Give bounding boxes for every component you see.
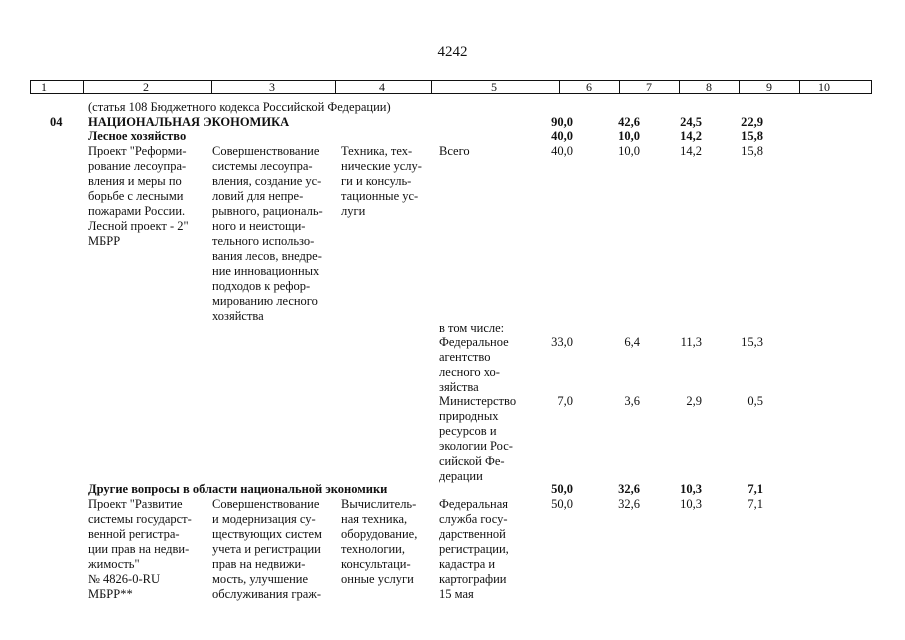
- value-cell: 32,6: [618, 497, 640, 511]
- header-col-3: 3: [269, 80, 275, 94]
- text-line: 15 мая: [439, 587, 474, 601]
- header-separator: [739, 81, 740, 93]
- header-separator: [431, 81, 432, 93]
- value-cell: 15,8: [741, 129, 763, 143]
- value-cell: 10,3: [680, 497, 702, 511]
- value-cell: 7,1: [747, 497, 763, 511]
- text-line: обслуживания граж-: [212, 587, 322, 601]
- header-col-10: 10: [818, 80, 830, 94]
- value-cell: 32,6: [618, 482, 640, 496]
- header-col-5: 5: [491, 80, 497, 94]
- text-line: системы лесоупра-: [212, 159, 313, 173]
- text-line: венной регистра-: [88, 527, 180, 541]
- value-cell: 10,0: [618, 129, 640, 143]
- text-line: и модернизация су-: [212, 512, 316, 526]
- text-line: природных: [439, 409, 499, 423]
- text-line: рывного, рациональ-: [212, 204, 323, 218]
- text-line: ществующих систем: [212, 527, 322, 541]
- value-cell: 33,0: [551, 335, 573, 349]
- text-line: МБРР**: [88, 587, 133, 601]
- section-code: 04: [50, 115, 63, 129]
- text-line: пожарами России.: [88, 204, 186, 218]
- header-separator: [211, 81, 212, 93]
- forest-total-label: Всего: [439, 144, 470, 158]
- value-cell: 6,4: [624, 335, 640, 349]
- text-line: кадастра и: [439, 557, 496, 571]
- text-line: № 4826-0-RU: [88, 572, 160, 586]
- text-line: зяйства: [439, 380, 479, 394]
- text-line: экологии Рос-: [439, 439, 513, 453]
- text-line: картографии: [439, 572, 507, 586]
- section-title: НАЦИОНАЛЬНАЯ ЭКОНОМИКА: [88, 115, 290, 129]
- forest-title: Лесное хозяйство: [88, 129, 187, 143]
- header-col-4: 4: [379, 80, 385, 94]
- value-cell: 24,5: [680, 115, 702, 129]
- including-label: в том числе:: [439, 321, 505, 335]
- text-line: сийской Фе-: [439, 454, 505, 468]
- header-col-6: 6: [586, 80, 592, 94]
- header-separator: [679, 81, 680, 93]
- text-line: дерации: [439, 469, 483, 483]
- text-line: Лесной проект - 2": [88, 219, 189, 233]
- text-line: Федеральное: [439, 335, 509, 349]
- value-cell: 14,2: [680, 129, 702, 143]
- text-line: луги: [341, 204, 366, 218]
- text-line: вания лесов, внедре-: [212, 249, 322, 263]
- text-line: ресурсов и: [439, 424, 497, 438]
- value-cell: 40,0: [551, 129, 573, 143]
- text-line: рование лесоупра-: [88, 159, 187, 173]
- text-line: оборудование,: [341, 527, 418, 541]
- text-line: МБРР: [88, 234, 121, 248]
- text-line: вления, создание ус-: [212, 174, 322, 188]
- value-cell: 22,9: [741, 115, 763, 129]
- text-line: системы государст-: [88, 512, 192, 526]
- value-cell: 42,6: [618, 115, 640, 129]
- text-line: Министерство: [439, 394, 517, 408]
- header-separator: [799, 81, 800, 93]
- text-line: хозяйства: [212, 309, 264, 323]
- header-separator: [619, 81, 620, 93]
- value-cell: 11,3: [680, 335, 702, 349]
- text-line: мированию лесного: [212, 294, 318, 308]
- text-line: нические услу-: [341, 159, 422, 173]
- text-line: ции прав на недви-: [88, 542, 190, 556]
- text-line: борьбе с лесными: [88, 189, 184, 203]
- text-line: мость, улучшение: [212, 572, 309, 586]
- other-title: Другие вопросы в области национальной экономики: [88, 482, 388, 496]
- text-line: Федеральная: [439, 497, 509, 511]
- text-line: жимость": [88, 557, 140, 571]
- text-line: Проект "Реформи-: [88, 144, 187, 158]
- text-line: подходов к рефор-: [212, 279, 311, 293]
- page-number: 4242: [437, 44, 468, 60]
- header-separator: [335, 81, 336, 93]
- text-line: регистрации,: [439, 542, 509, 556]
- text-line: Вычислитель-: [341, 497, 417, 511]
- value-cell: 90,0: [551, 115, 573, 129]
- text-line: Совершенствование: [212, 497, 320, 511]
- header-col-9: 9: [766, 80, 772, 94]
- value-cell: 14,2: [680, 144, 702, 158]
- value-cell: 10,3: [680, 482, 702, 496]
- column-number-header: [30, 80, 872, 94]
- text-line: Совершенствование: [212, 144, 320, 158]
- text-line: лесного хо-: [439, 365, 500, 379]
- header-separator: [559, 81, 560, 93]
- value-cell: 3,6: [624, 394, 640, 408]
- intro-line: (статья 108 Бюджетного кодекса Российской Федерации): [88, 100, 391, 114]
- text-line: онные услуги: [341, 572, 414, 586]
- text-line: ловий для непре-: [212, 189, 304, 203]
- text-line: технологии,: [341, 542, 405, 556]
- value-cell: 7,0: [557, 394, 573, 408]
- text-line: Проект "Развитие: [88, 497, 183, 511]
- header-separator: [83, 81, 84, 93]
- text-line: тельного использо-: [212, 234, 315, 248]
- header-col-2: 2: [143, 80, 149, 94]
- text-line: учета и регистрации: [212, 542, 321, 556]
- header-col-8: 8: [706, 80, 712, 94]
- text-line: прав на недвижи-: [212, 557, 306, 571]
- text-line: служба госу-: [439, 512, 508, 526]
- header-col-7: 7: [646, 80, 652, 94]
- value-cell: 7,1: [747, 482, 763, 496]
- value-cell: 15,3: [741, 335, 763, 349]
- text-line: Техника, тех-: [341, 144, 413, 158]
- text-line: ная техника,: [341, 512, 408, 526]
- value-cell: 10,0: [618, 144, 640, 158]
- value-cell: 50,0: [551, 482, 573, 496]
- value-cell: 50,0: [551, 497, 573, 511]
- text-line: вления и меры по: [88, 174, 182, 188]
- text-line: агентство: [439, 350, 491, 364]
- value-cell: 0,5: [747, 394, 763, 408]
- header-col-1: 1: [41, 80, 47, 94]
- text-line: ние инновационных: [212, 264, 320, 278]
- text-line: ного и неистощи-: [212, 219, 306, 233]
- text-line: дарственной: [439, 527, 506, 541]
- value-cell: 15,8: [741, 144, 763, 158]
- text-line: тационные ус-: [341, 189, 419, 203]
- value-cell: 2,9: [686, 394, 702, 408]
- text-line: консультаци-: [341, 557, 411, 571]
- text-line: ги и консуль-: [341, 174, 412, 188]
- value-cell: 40,0: [551, 144, 573, 158]
